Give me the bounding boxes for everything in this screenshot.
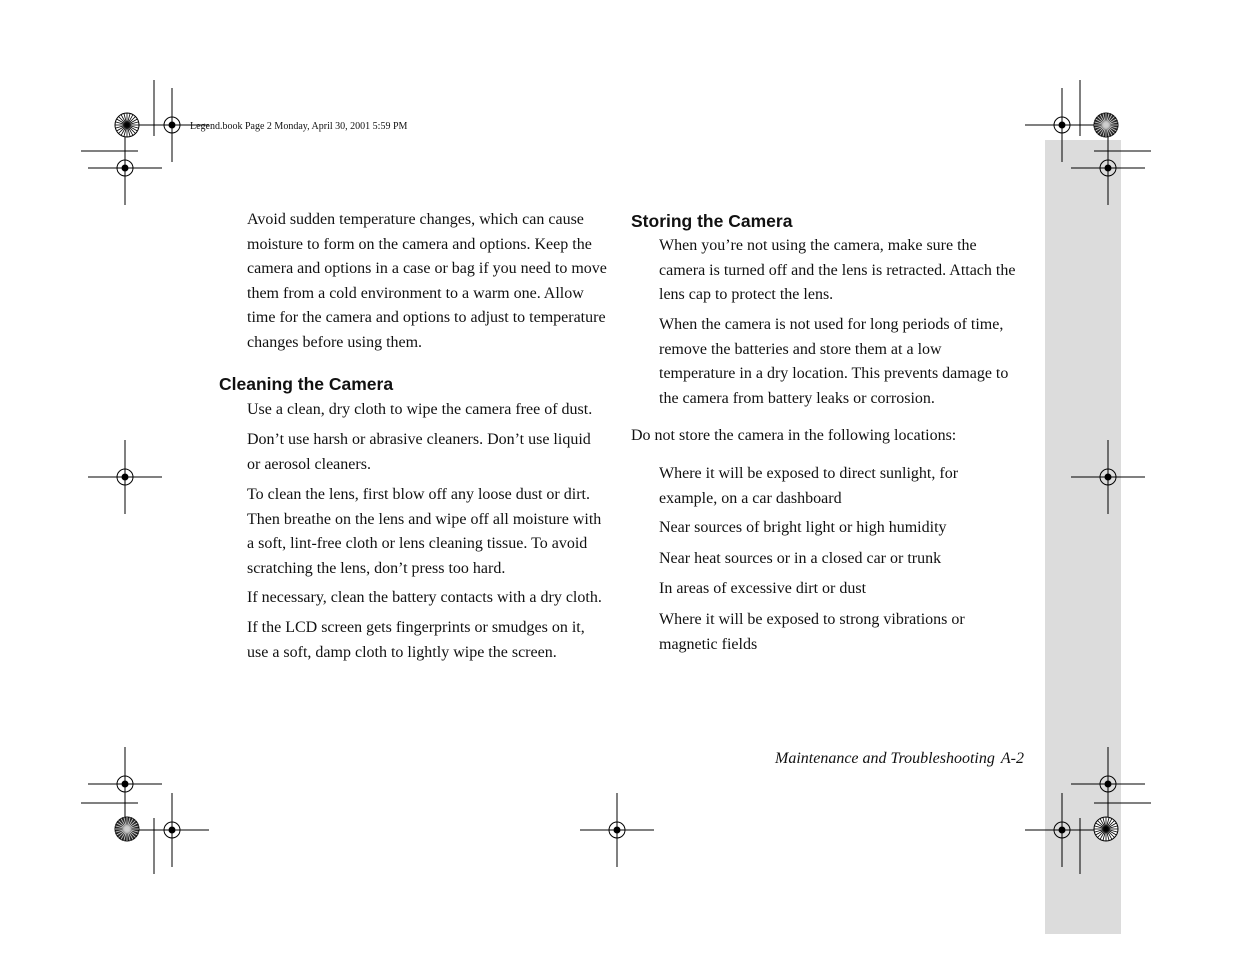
registration-mark-icon <box>135 793 209 867</box>
registration-mark-icon <box>88 747 162 821</box>
cleaning-paragraph-2: Don’t use harsh or abrasive cleaners. Don’t use liquid or aerosol cleaners. <box>247 431 591 473</box>
sunburst-target-icon <box>1094 113 1118 137</box>
sunburst-target-icon <box>115 113 139 137</box>
cleaning-heading: Cleaning the Camera <box>219 374 394 394</box>
registration-mark-icon <box>580 793 654 867</box>
location-item-1: Where it will be exposed to direct sunlight, for example, on a car dashboard <box>659 465 959 507</box>
registration-mark-icon <box>1071 747 1145 821</box>
storing-paragraph-2: When the camera is not used for long periods of time, remove the batteries and store them at a low temperature in a dry location. This prevents damage to the camera from battery leaks or corrosion. <box>659 316 1009 407</box>
page-number: A-2 <box>1000 750 1024 767</box>
sunburst-target-icon <box>115 817 139 841</box>
storing-paragraph-1: When you’re not using the camera, make sure the camera is turned off and the lens is retracted. Attach the lens cap to protect the lens. <box>659 237 1016 303</box>
registration-mark-icon <box>88 440 162 514</box>
footer-section: Maintenance and Troubleshooting <box>775 750 995 767</box>
registration-mark-icon <box>1025 88 1099 162</box>
location-item-3: Near heat sources or in a closed car or trunk <box>659 550 942 567</box>
registration-mark-icon <box>1071 440 1145 514</box>
print-slug: Legend.book Page 2 Monday, April 30, 2001 5:59 PM <box>190 121 408 132</box>
locations-intro: Do not store the camera in the following locations: <box>631 427 957 444</box>
registration-mark-icon <box>1071 131 1145 205</box>
registration-mark-icon <box>88 131 162 205</box>
storing-heading: Storing the Camera <box>631 211 793 231</box>
location-item-2: Near sources of bright light or high humidity <box>659 519 947 536</box>
location-item-4: In areas of excessive dirt or dust <box>659 580 867 597</box>
cleaning-paragraph-4: If necessary, clean the battery contacts with a dry cloth. <box>247 589 602 606</box>
location-item-5: Where it will be exposed to strong vibrations or magnetic fields <box>659 611 965 653</box>
intro-paragraph: Avoid sudden temperature changes, which can cause moisture to form on the camera and options. Keep the camera and options in a case or bag if you need to move them from a cold environment to a warm one. Allow time for the camera and options to adjust to temperature changes before using them. <box>247 211 607 351</box>
page-footer <box>775 749 1024 769</box>
cleaning-paragraph-1: Use a clean, dry cloth to wipe the camera free of dust. <box>247 401 593 418</box>
sunburst-target-icon <box>1094 817 1118 841</box>
cleaning-paragraph-3: To clean the lens, first blow off any loose dust or dirt. Then breathe on the lens and wipe off all moisture with a soft, lint-free cloth or lens cleaning tissue. To avoid scratching the lens, don’t press too hard. <box>247 486 602 577</box>
cleaning-paragraph-5: If the LCD screen gets fingerprints or smudges on it, use a soft, damp cloth to lightly wipe the screen. <box>247 619 585 661</box>
registration-mark-icon <box>1025 793 1099 867</box>
